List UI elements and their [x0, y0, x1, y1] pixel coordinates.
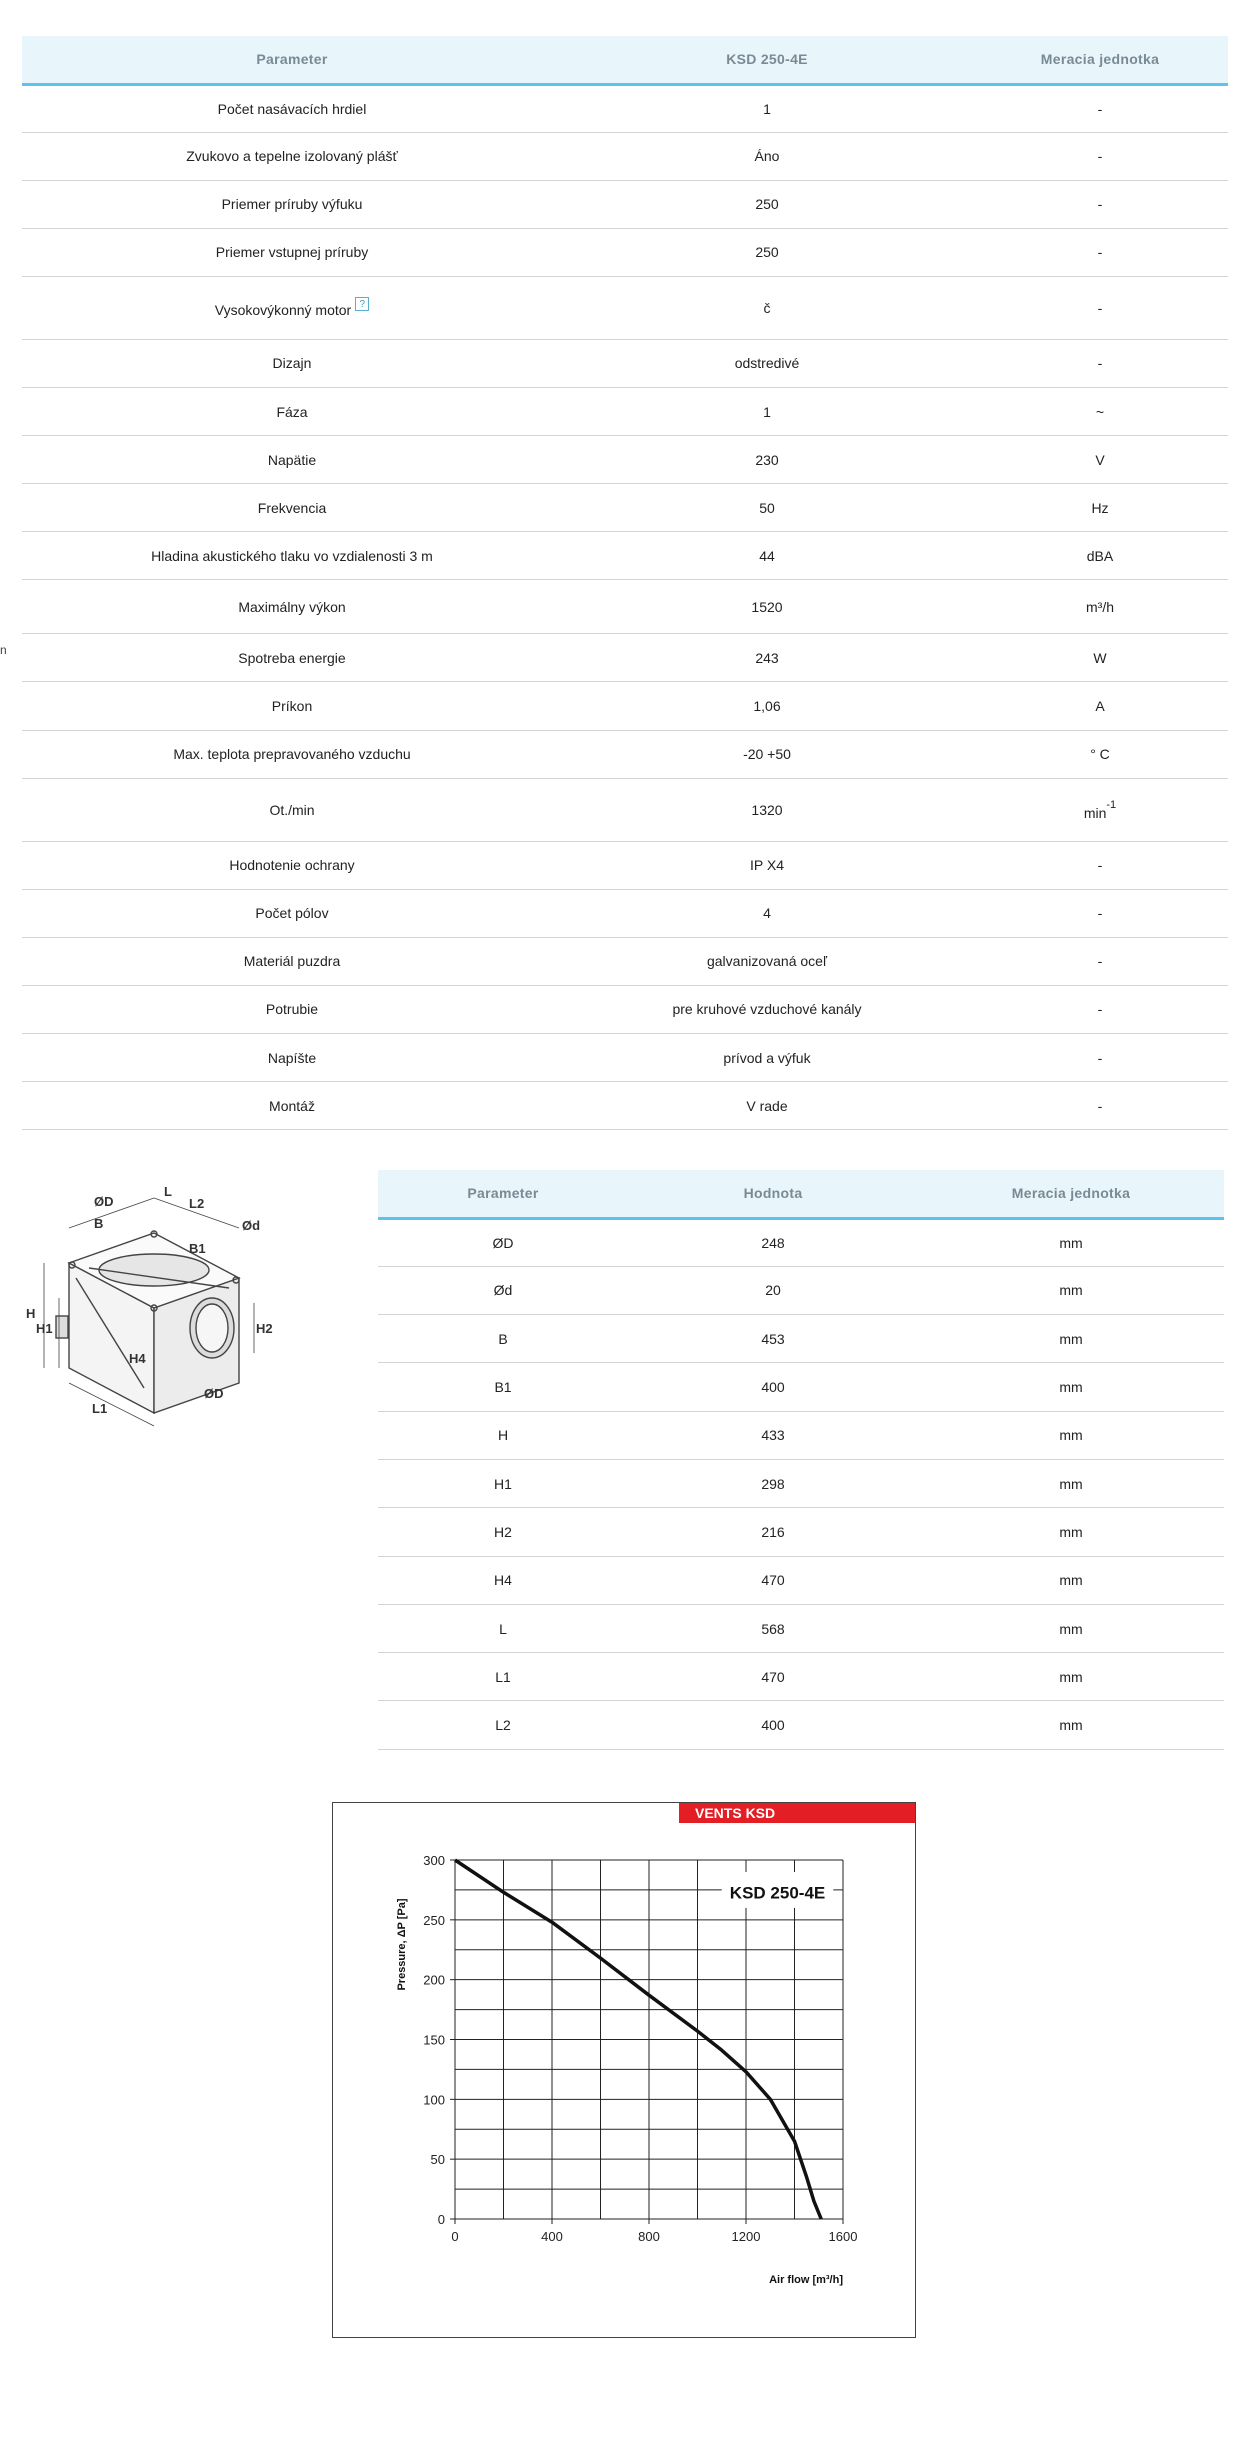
- specs-cell-unit: ° C: [972, 730, 1228, 778]
- specs-parameter-label: Napíšte: [267, 1049, 317, 1066]
- dims-cell-param: ØD: [378, 1218, 628, 1266]
- y-tick-label: 100: [423, 2092, 445, 2108]
- dims-cell-unit: mm: [918, 1508, 1224, 1556]
- specs-cell-parameter: [22, 484, 562, 532]
- x-tick-label: 400: [541, 2229, 563, 2244]
- specs-row: [22, 228, 1228, 276]
- specs-cell-parameter: [22, 889, 562, 937]
- specs-parameter-label: Dizajn: [272, 355, 312, 372]
- specs-row: [22, 1082, 1228, 1130]
- dims-row: [378, 1653, 1224, 1701]
- dims-cell-param: B: [378, 1315, 628, 1363]
- specs-cell-value: 44: [562, 532, 972, 580]
- specs-header-model: KSD 250-4E: [562, 36, 972, 84]
- specs-row: [22, 1034, 1228, 1082]
- specs-row: [22, 387, 1228, 435]
- specs-row: [22, 532, 1228, 580]
- unit-with-superscript: [1083, 798, 1117, 821]
- drawing-label-H4: H4: [129, 1351, 146, 1366]
- dims-cell-unit: mm: [918, 1411, 1224, 1459]
- specs-parameter-label: Spotreba energie: [238, 649, 346, 666]
- dims-row: [378, 1508, 1224, 1556]
- specs-cell-value: -20 +50: [562, 730, 972, 778]
- specs-parameter-label: Hladina akustického tlaku vo vzdialenosti 3 m: [151, 547, 433, 564]
- specs-parameter-label: Priemer príruby výfuku: [221, 196, 363, 213]
- dims-cell-param: L2: [378, 1701, 628, 1749]
- specs-cell-unit: -: [972, 985, 1228, 1033]
- x-axis-label: Air flow [m³/h]: [769, 2274, 843, 2286]
- specs-parameter-label: Montáž: [269, 1097, 315, 1114]
- specs-cell-parameter: [22, 682, 562, 730]
- chart-svg: [333, 1803, 915, 2337]
- specs-cell-parameter: [22, 841, 562, 889]
- dims-cell-unit: mm: [918, 1653, 1224, 1701]
- dims-cell-value: 216: [628, 1508, 918, 1556]
- specs-cell-parameter: [22, 84, 562, 132]
- specs-parameter-label: Priemer vstupnej príruby: [215, 244, 369, 261]
- specs-cell-value: 230: [562, 436, 972, 484]
- specs-cell-value: 1: [562, 387, 972, 435]
- specs-cell-unit: W: [972, 634, 1228, 682]
- x-tick-label: 1600: [828, 2229, 858, 2244]
- dims-header-parameter: Parameter: [378, 1170, 628, 1218]
- drawing-label-H2: H2: [256, 1321, 273, 1336]
- dims-row: [378, 1459, 1224, 1507]
- dims-row: [378, 1604, 1224, 1652]
- dims-cell-value: 433: [628, 1411, 918, 1459]
- specs-parameter-label: Potrubie: [265, 1001, 319, 1018]
- specs-cell-parameter: [22, 276, 562, 339]
- specs-row: [22, 937, 1228, 985]
- dims-row: [378, 1556, 1224, 1604]
- specs-row: [22, 580, 1228, 634]
- specs-row: [22, 841, 1228, 889]
- dims-cell-param: L: [378, 1604, 628, 1652]
- specs-cell-parameter: [22, 937, 562, 985]
- specs-cell-parameter: [22, 985, 562, 1033]
- specs-cell-value: odstredivé: [562, 339, 972, 387]
- specs-cell-parameter: [22, 228, 562, 276]
- dims-cell-unit: mm: [918, 1218, 1224, 1266]
- stray-text: n: [0, 643, 7, 657]
- y-tick-label: 200: [423, 1972, 445, 1988]
- specs-cell-value: 1520: [562, 580, 972, 634]
- specs-cell-unit: Hz: [972, 484, 1228, 532]
- dims-cell-value: 470: [628, 1653, 918, 1701]
- drawing-label-H1: H1: [36, 1321, 53, 1336]
- drawing-label-L: L: [164, 1184, 172, 1199]
- specs-parameter-label: Max. teplota prepravovaného vzduchu: [173, 746, 411, 763]
- y-tick-label: 0: [437, 2212, 445, 2227]
- specs-cell-unit: -: [972, 339, 1228, 387]
- specs-cell-unit: -: [972, 937, 1228, 985]
- specs-parameter-label: Vysokovýkonný motor: [214, 302, 352, 319]
- specs-parameter-label: Materiál puzdra: [243, 953, 341, 970]
- y-tick-label: 300: [423, 1853, 445, 1868]
- specs-parameter-label: Fáza: [276, 403, 308, 420]
- dims-row: [378, 1701, 1224, 1749]
- specs-row: [22, 339, 1228, 387]
- specs-row: [22, 180, 1228, 228]
- dims-cell-value: 298: [628, 1459, 918, 1507]
- specs-row: [22, 132, 1228, 180]
- specs-cell-unit: -: [972, 1034, 1228, 1082]
- dims-cell-value: 400: [628, 1701, 918, 1749]
- specs-cell-parameter: [22, 778, 562, 841]
- dims-cell-unit: mm: [918, 1604, 1224, 1652]
- specs-cell-unit: -: [972, 1082, 1228, 1130]
- specs-row: [22, 985, 1228, 1033]
- specs-cell-value: 250: [562, 180, 972, 228]
- y-tick-label: 150: [423, 2032, 445, 2048]
- unit-superscript: -1: [1106, 798, 1117, 811]
- specs-parameter-label: Maximálny výkon: [238, 598, 346, 615]
- specs-header-unit: Meracia jednotka: [972, 36, 1228, 84]
- dims-cell-value: 248: [628, 1218, 918, 1266]
- specs-row: [22, 889, 1228, 937]
- specs-cell-unit: -: [972, 228, 1228, 276]
- specs-cell-unit: -: [972, 84, 1228, 132]
- specs-cell-value: prívod a výfuk: [562, 1034, 972, 1082]
- specs-cell-value: č: [562, 276, 972, 339]
- chart-brand-banner: VENTS KSD: [679, 1803, 915, 1823]
- drawing-label-B: B: [94, 1216, 104, 1231]
- specs-cell-parameter: [22, 532, 562, 580]
- dimensions-table: [378, 1170, 1224, 1750]
- dims-cell-unit: mm: [918, 1363, 1224, 1411]
- specs-cell-unit: m³/h: [972, 580, 1228, 634]
- specs-row: [22, 484, 1228, 532]
- y-axis-label: Pressure, ΔP [Pa]: [396, 1898, 408, 1991]
- drawing-label-D: ØD: [94, 1194, 114, 1209]
- dims-cell-param: H: [378, 1411, 628, 1459]
- specs-cell-parameter: [22, 1034, 562, 1082]
- dims-cell-param: H4: [378, 1556, 628, 1604]
- dims-cell-param: Ød: [378, 1266, 628, 1314]
- drawing-label-L2: L2: [189, 1196, 205, 1211]
- drawing-label-L1: L1: [92, 1401, 108, 1416]
- dims-cell-value: 400: [628, 1363, 918, 1411]
- dims-cell-param: H2: [378, 1508, 628, 1556]
- specs-cell-unit: -: [972, 889, 1228, 937]
- specs-cell-parameter: [22, 634, 562, 682]
- help-icon[interactable]: ?: [355, 297, 369, 311]
- dims-cell-value: 470: [628, 1556, 918, 1604]
- specs-cell-value: Áno: [562, 132, 972, 180]
- specs-cell-value: 1: [562, 84, 972, 132]
- specs-row: [22, 778, 1228, 841]
- drawing-label-H: H: [26, 1306, 36, 1321]
- x-tick-label: 800: [638, 2229, 660, 2244]
- dims-header-row: [378, 1170, 1224, 1218]
- dims-cell-unit: mm: [918, 1556, 1224, 1604]
- specs-parameter-label: Hodnotenie ochrany: [229, 857, 355, 874]
- specs-cell-unit: -: [972, 132, 1228, 180]
- specs-cell-parameter: [22, 436, 562, 484]
- specs-row: [22, 436, 1228, 484]
- specs-cell-parameter: [22, 1082, 562, 1130]
- specs-parameter-label: Napätie: [267, 451, 317, 468]
- specs-parameter-label: Zvukovo a tepelne izolovaný plášť: [186, 148, 398, 165]
- dims-cell-unit: mm: [918, 1315, 1224, 1363]
- specs-cell-value: 243: [562, 634, 972, 682]
- dims-row: [378, 1315, 1224, 1363]
- specs-table: [22, 36, 1228, 1130]
- dims-row: [378, 1266, 1224, 1314]
- specs-cell-unit: -: [972, 276, 1228, 339]
- specs-cell-value: galvanizovaná oceľ: [562, 937, 972, 985]
- specs-parameter-label: Ot./min: [269, 801, 315, 818]
- dims-cell-unit: mm: [918, 1266, 1224, 1314]
- y-tick-label: 250: [423, 1912, 445, 1928]
- drawing-label-d: Ød: [242, 1218, 261, 1233]
- dims-cell-param: B1: [378, 1363, 628, 1411]
- specs-cell-parameter: [22, 339, 562, 387]
- dims-row: [378, 1363, 1224, 1411]
- specs-row: [22, 634, 1228, 682]
- drawing-label-D2: ØD: [204, 1386, 224, 1401]
- specs-cell-unit: V: [972, 436, 1228, 484]
- specs-row: [22, 682, 1228, 730]
- dims-cell-value: 453: [628, 1315, 918, 1363]
- dims-header-unit: Meracia jednotka: [918, 1170, 1224, 1218]
- dims-cell-unit: mm: [918, 1459, 1224, 1507]
- dims-cell-param: L1: [378, 1653, 628, 1701]
- specs-cell-unit: -: [972, 841, 1228, 889]
- specs-cell-parameter: [22, 132, 562, 180]
- specs-cell-unit: A: [972, 682, 1228, 730]
- specs-cell-value: IP X4: [562, 841, 972, 889]
- dims-cell-unit: mm: [918, 1701, 1224, 1749]
- dims-cell-value: 568: [628, 1604, 918, 1652]
- specs-cell-parameter: [22, 730, 562, 778]
- specs-cell-value: 4: [562, 889, 972, 937]
- x-tick-label: 0: [451, 2229, 459, 2244]
- specs-cell-value: pre kruhové vzduchové kanály: [562, 985, 972, 1033]
- specs-cell-value: 1,06: [562, 682, 972, 730]
- dims-row: [378, 1218, 1224, 1266]
- dims-header-value: Hodnota: [628, 1170, 918, 1218]
- dims-row: [378, 1411, 1224, 1459]
- specs-header-parameter: Parameter: [22, 36, 562, 84]
- specs-cell-value: 250: [562, 228, 972, 276]
- specs-cell-value: V rade: [562, 1082, 972, 1130]
- performance-chart: [332, 1802, 916, 2338]
- specs-cell-unit: [972, 778, 1228, 841]
- specs-cell-unit: ~: [972, 387, 1228, 435]
- y-tick-label: 50: [430, 2152, 445, 2168]
- unit-base: min: [1083, 804, 1107, 821]
- specs-parameter-label: Počet pólov: [255, 905, 329, 922]
- specs-cell-parameter: [22, 180, 562, 228]
- x-tick-label: 1200: [731, 2229, 761, 2244]
- dims-cell-param: H1: [378, 1459, 628, 1507]
- dims-cell-value: 20: [628, 1266, 918, 1314]
- specs-parameter-label: Príkon: [271, 697, 313, 714]
- specs-row: [22, 730, 1228, 778]
- specs-row: [22, 276, 1228, 339]
- specs-cell-value: 50: [562, 484, 972, 532]
- drawing-label-B1: B1: [189, 1241, 206, 1256]
- specs-cell-unit: dBA: [972, 532, 1228, 580]
- specs-parameter-label: Frekvencia: [257, 499, 327, 516]
- specs-cell-parameter: [22, 580, 562, 634]
- specs-cell-unit: -: [972, 180, 1228, 228]
- specs-cell-parameter: [22, 387, 562, 435]
- dimension-drawing: [14, 1168, 284, 1438]
- chart-title: KSD 250-4E: [729, 1883, 826, 1903]
- specs-row: [22, 84, 1228, 132]
- specs-cell-value: 1320: [562, 778, 972, 841]
- specs-header-row: [22, 36, 1228, 84]
- specs-parameter-label: Počet nasávacích hrdiel: [217, 100, 367, 117]
